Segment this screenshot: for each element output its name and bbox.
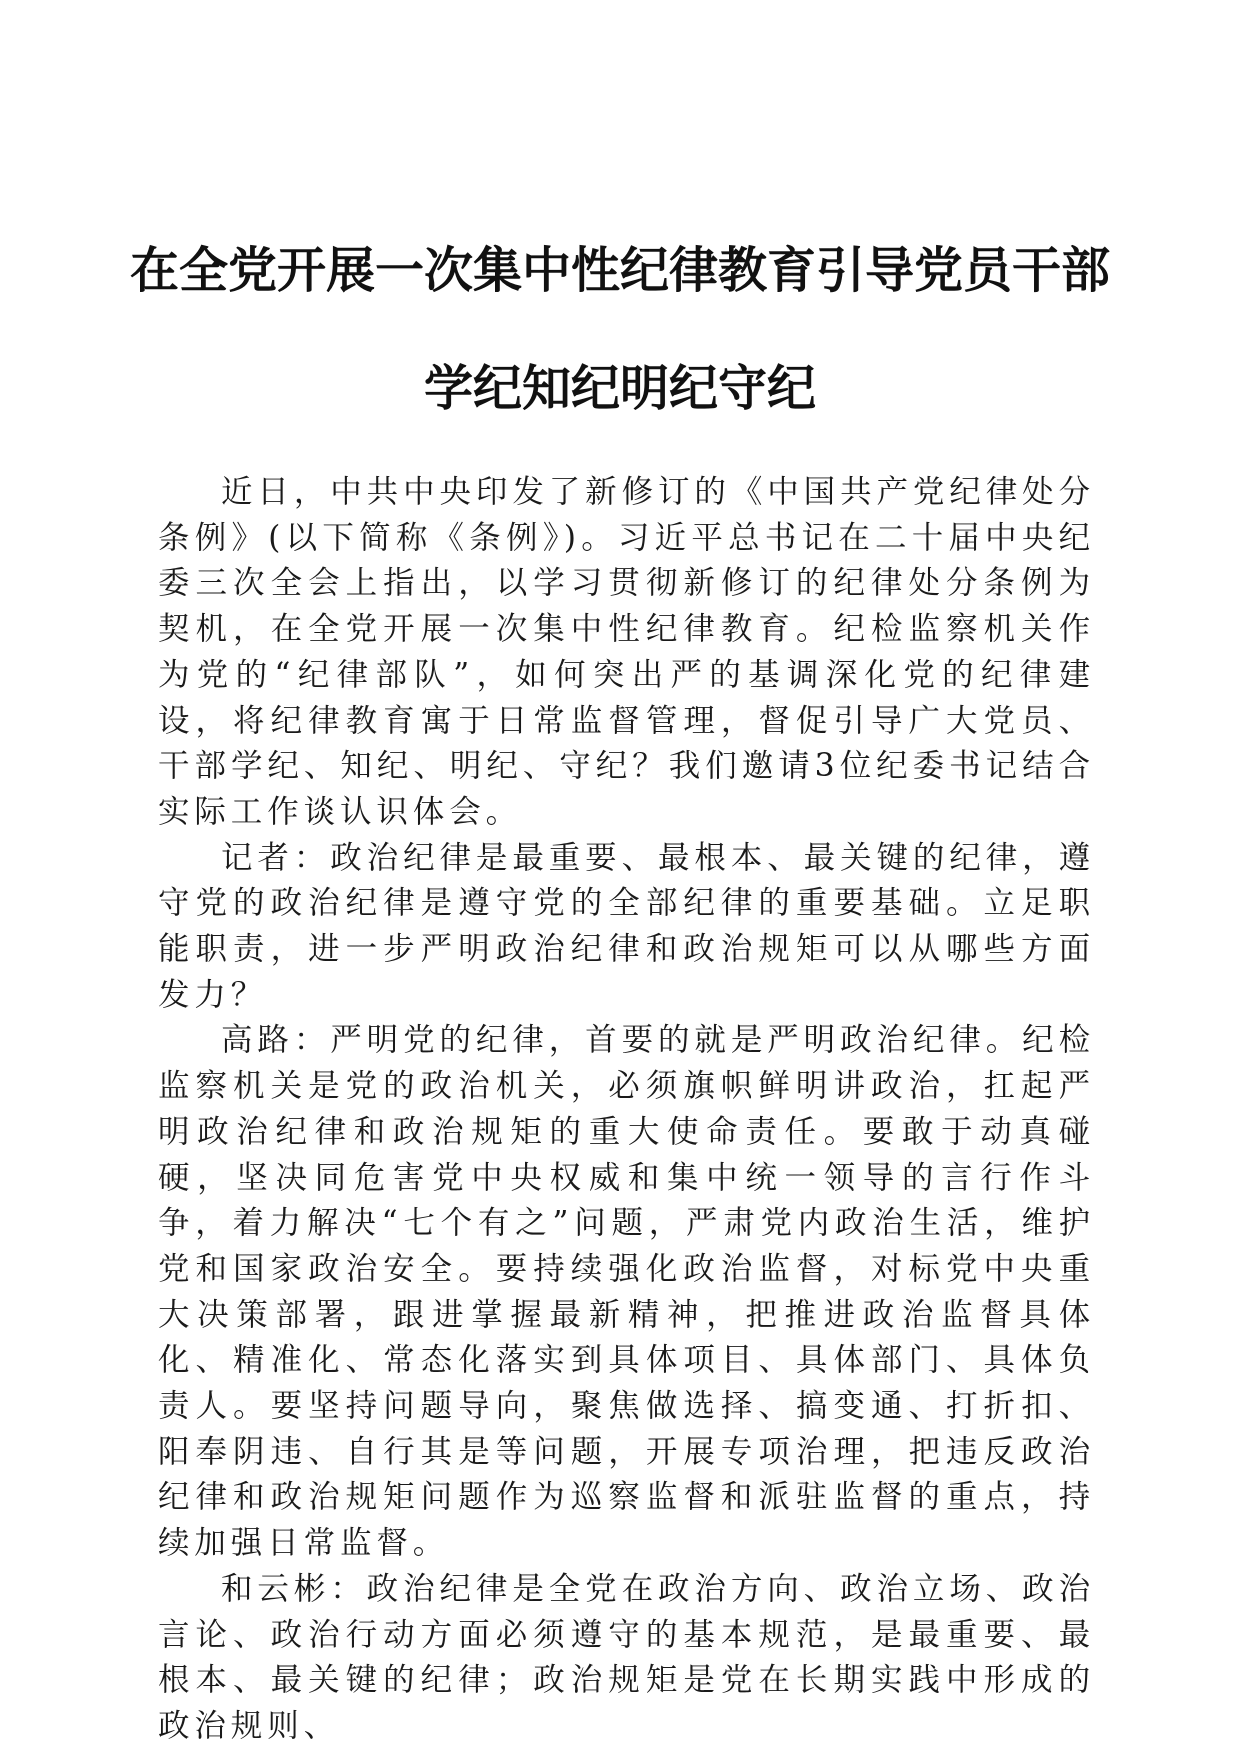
paragraph-intro: 近日，中共中央印发了新修订的《中国共产党纪律处分条例》(以下简称《条例》)。习近平总书记在二十届中央纪委三次全会上指出，以学习贯彻新修订的纪律处分条例为契机，在全党开展一次集中性纪律教育。纪检监察机关作为党的“纪律部队”，如何突出严的基调深化党的纪律建设，将纪律教育寓于日常监督管理，督促引导广大党员、干部学纪、知纪、明纪、守纪？我们邀请3位纪委书记结合实际工作谈认识体会。 (158, 474, 1095, 830)
paragraph-reporter-question: 记者：政治纪律是最重要、最根本、最关键的纪律，遵守党的政治纪律是遵守党的全部纪律的重要基础。立足职能职责，进一步严明政治纪律和政治规矩可以从哪些方面发力？ (158, 839, 1095, 1013)
document-title-line-2: 学纪知纪明纪守纪 (423, 359, 816, 417)
document-body (158, 470, 1095, 1750)
paragraph-gao-lu-answer: 高路：严明党的纪律，首要的就是严明政治纪律。纪检监察机关是党的政治机关，必须旗帜鲜明讲政治，扛起严明政治纪律和政治规矩的重大使命责任。要敢于动真碰硬，坚决同危害党中央权威和集中统一领导的言行作斗争，着力解决“七个有之”问题，严肃党内政治生活，维护党和国家政治安全。要持续强化政治监督，对标党中央重大决策部署，跟进掌握最新精神，把推进政治监督具体化、精准化、常态化落实到具体项目、具体部门、具体负责人。要坚持问题导向，聚焦做选择、搞变通、打折扣、阳奉阴违、自行其是等问题，开展专项治理，把违反政治纪律和政治规矩问题作为巡察监督和派驻监督的重点，持续加强日常监督。 (158, 1022, 1095, 1562)
paragraph-he-yunbin-answer: 和云彬：政治纪律是全党在政治方向、政治立场、政治言论、政治行动方面必须遵守的基本规范，是最重要、最根本、最关键的纪律；政治规矩是党在长期实践中形成的政治规则、 (158, 1570, 1095, 1744)
document-title-line-1: 在全党开展一次集中性纪律教育引导党员干部 (129, 241, 1110, 299)
